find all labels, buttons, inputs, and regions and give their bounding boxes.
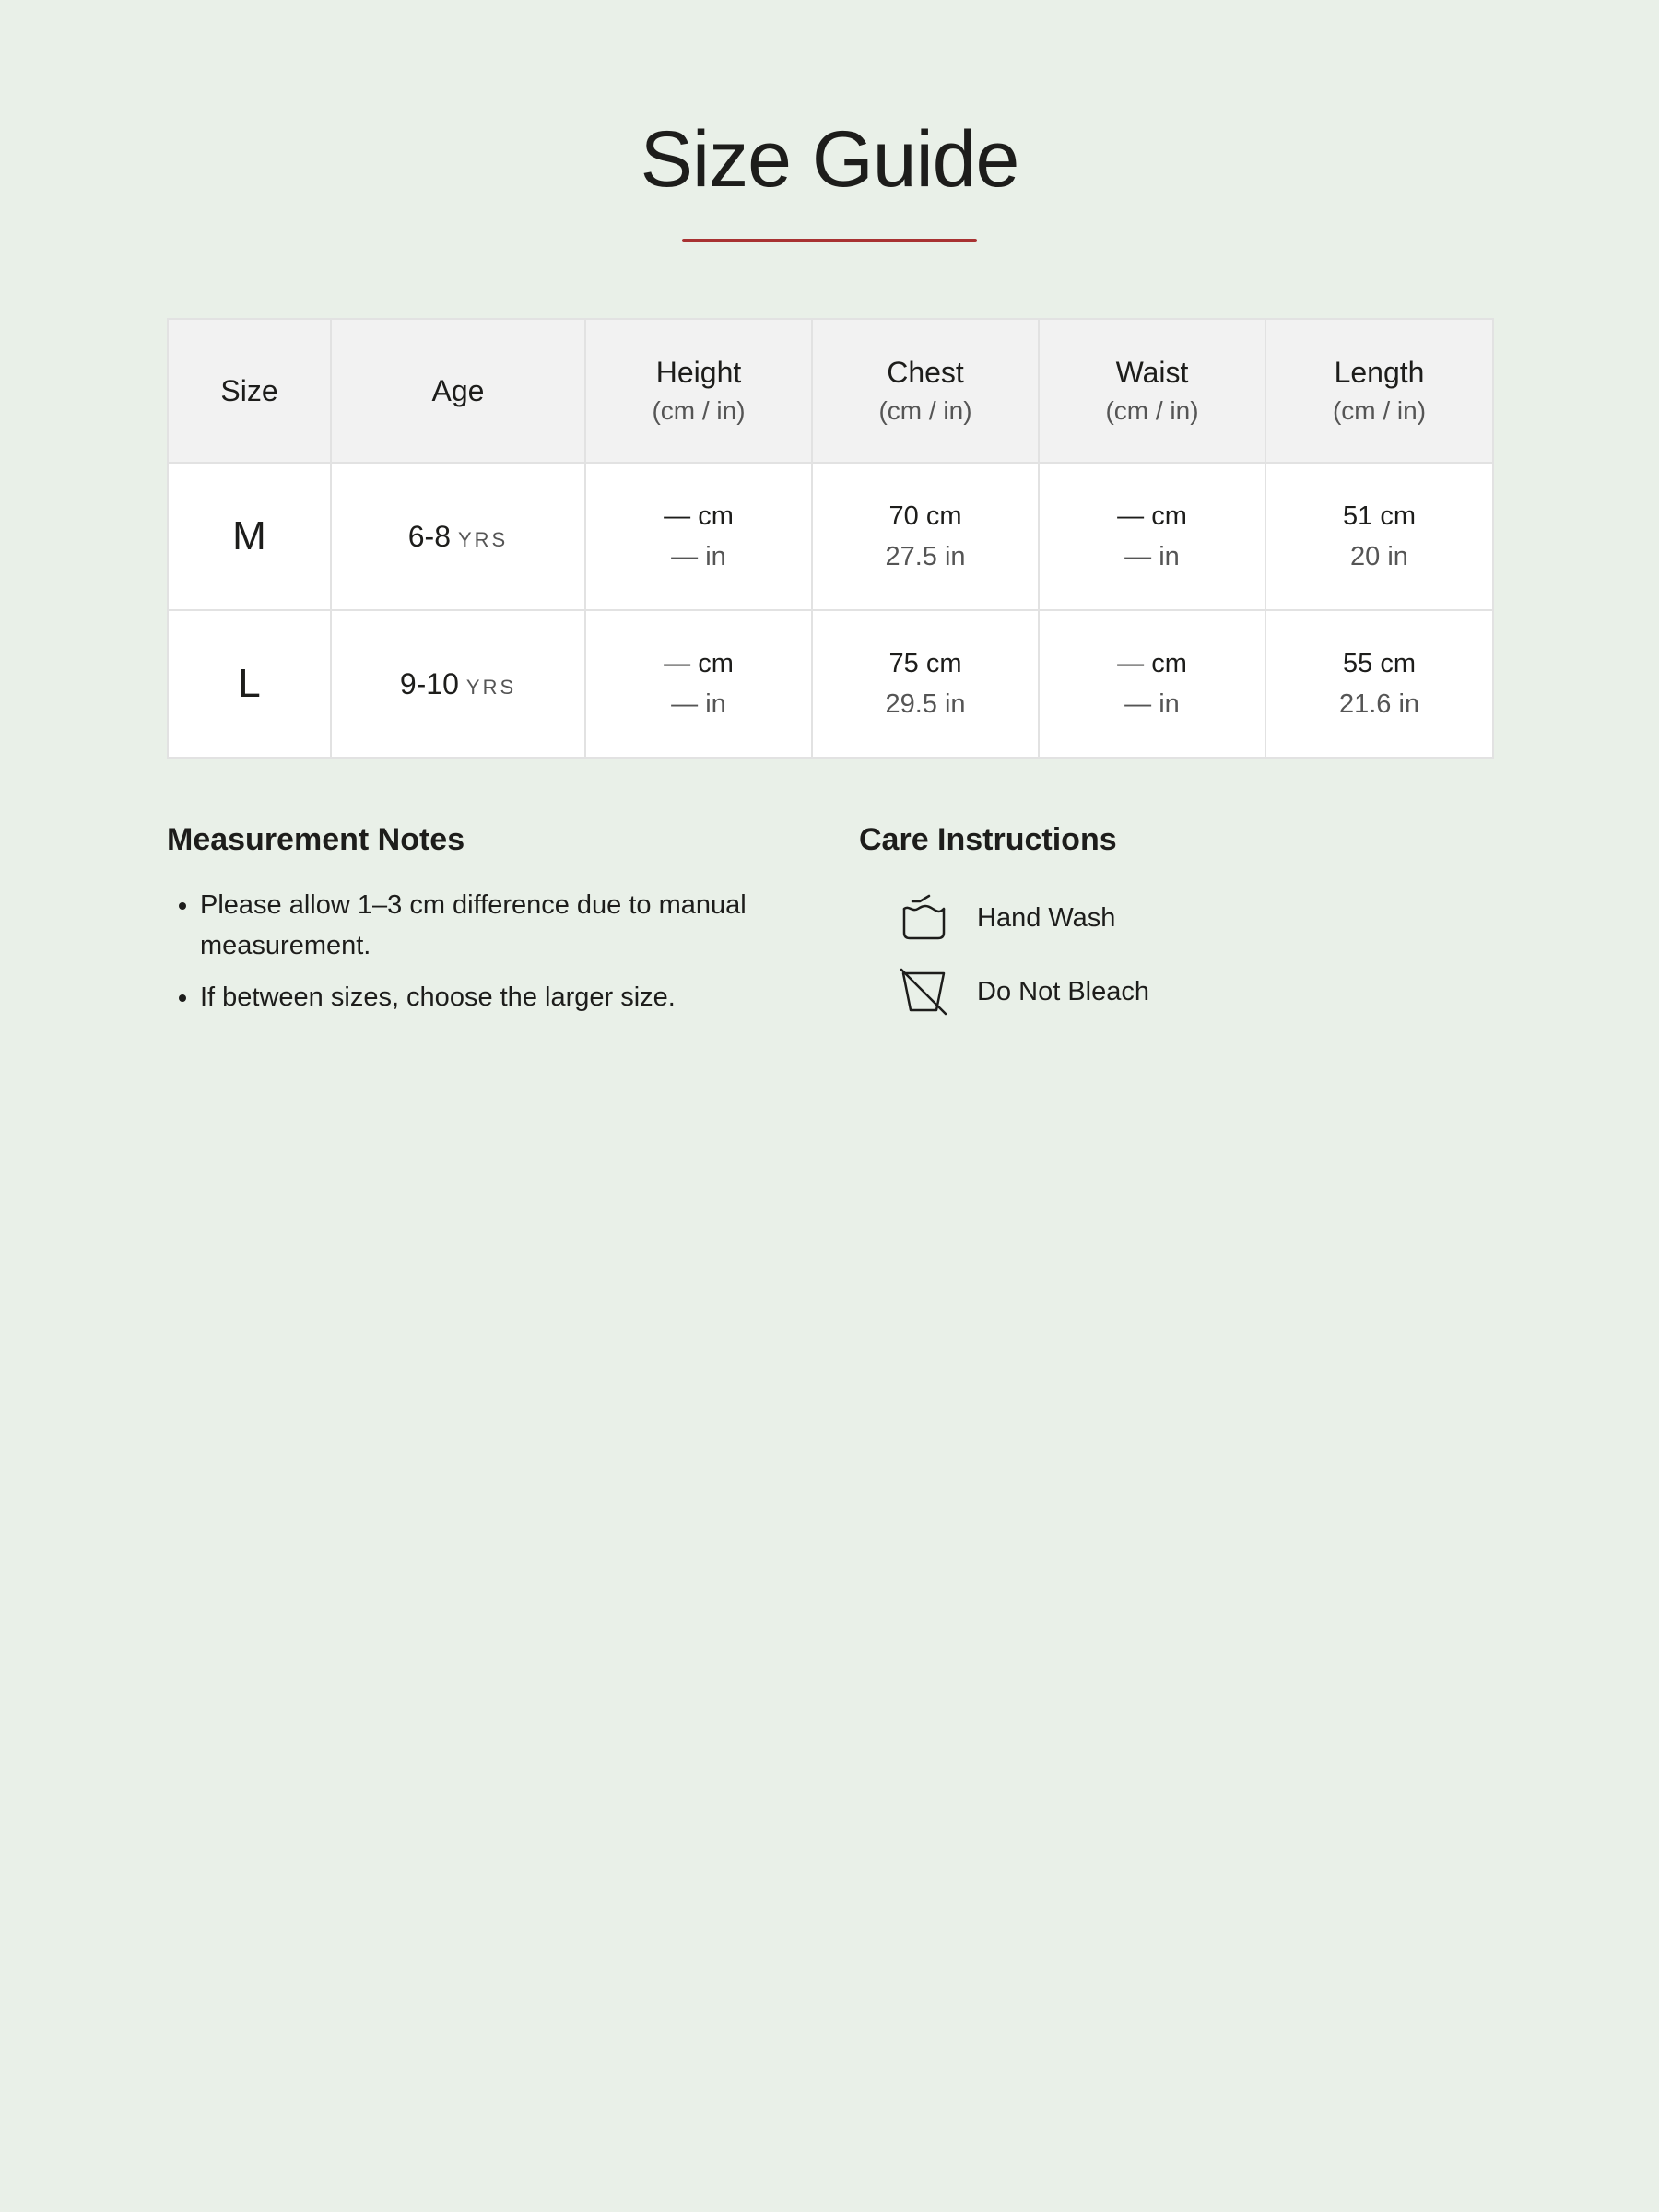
header-size	[168, 319, 331, 463]
list-item: • If between sizes, choose the larger size.	[200, 977, 827, 1018]
chest-in: 27.5 in	[885, 542, 966, 571]
length-cell	[1265, 610, 1493, 758]
title-underline	[682, 239, 977, 242]
do-not-bleach-icon	[900, 968, 947, 1016]
length-in: 20 in	[1350, 542, 1408, 571]
age-value: 6-8	[407, 519, 451, 553]
care-instructions-list	[900, 892, 1149, 1040]
table-header-row	[168, 319, 1493, 463]
waist-cell	[1039, 463, 1265, 610]
header-label: Height	[655, 356, 742, 389]
header-chest	[812, 319, 1039, 463]
age-cell	[331, 463, 585, 610]
chest-cell	[812, 610, 1039, 758]
care-item-do-not-bleach	[900, 966, 1149, 1018]
height-cell	[585, 463, 812, 610]
chest-cell	[812, 463, 1039, 610]
age-unit: YRS	[465, 675, 517, 699]
hand-wash-icon	[900, 894, 947, 942]
chest-cm: 75 cm	[888, 649, 962, 678]
header-label: Waist	[1115, 356, 1189, 389]
measurement-notes-heading: Measurement Notes	[167, 822, 465, 857]
chest-in: 29.5 in	[885, 689, 966, 719]
length-cm: 55 cm	[1343, 649, 1416, 678]
age-value: 9-10	[399, 666, 459, 700]
care-label: Do Not Bleach	[977, 976, 1149, 1006]
waist-in: — in	[1124, 689, 1180, 719]
age-cell	[331, 610, 585, 758]
measurement-notes-list	[167, 885, 827, 1029]
table-row	[168, 463, 1493, 610]
header-length	[1265, 319, 1493, 463]
header-waist	[1039, 319, 1265, 463]
chest-cm: 70 cm	[888, 501, 962, 531]
list-item: • Please allow 1–3 cm difference due to manual measurement.	[200, 885, 827, 966]
care-label: Hand Wash	[977, 902, 1116, 933]
length-in: 21.6 in	[1338, 689, 1420, 719]
header-age	[331, 319, 585, 463]
care-item-hand-wash	[900, 892, 1149, 944]
length-cm: 51 cm	[1343, 501, 1416, 531]
waist-cm: — cm	[1117, 649, 1187, 678]
height-cm: — cm	[664, 649, 734, 678]
header-label: Length	[1334, 356, 1425, 389]
size-value: M	[168, 463, 331, 610]
header-label: Size	[220, 374, 278, 407]
age-unit: YRS	[458, 527, 509, 551]
header-label: Age	[431, 374, 485, 407]
header-height	[585, 319, 812, 463]
table-row	[168, 610, 1493, 758]
header-label: Chest	[887, 356, 964, 389]
size-table	[167, 318, 1494, 759]
header-unit: (cm / in)	[878, 396, 972, 425]
header-unit: (cm / in)	[1105, 396, 1199, 425]
height-cell	[585, 610, 812, 758]
waist-cell	[1039, 610, 1265, 758]
care-instructions-heading: Care Instructions	[859, 822, 1117, 857]
height-in: — in	[671, 542, 726, 571]
height-cm: — cm	[664, 501, 734, 531]
size-value: L	[168, 610, 331, 758]
waist-in: — in	[1124, 542, 1180, 571]
page-title: Size Guide	[640, 115, 1019, 204]
length-cell	[1265, 463, 1493, 610]
waist-cm: — cm	[1117, 501, 1187, 531]
header-unit: (cm / in)	[1332, 396, 1427, 425]
header-unit: (cm / in)	[652, 396, 746, 425]
height-in: — in	[671, 689, 726, 719]
